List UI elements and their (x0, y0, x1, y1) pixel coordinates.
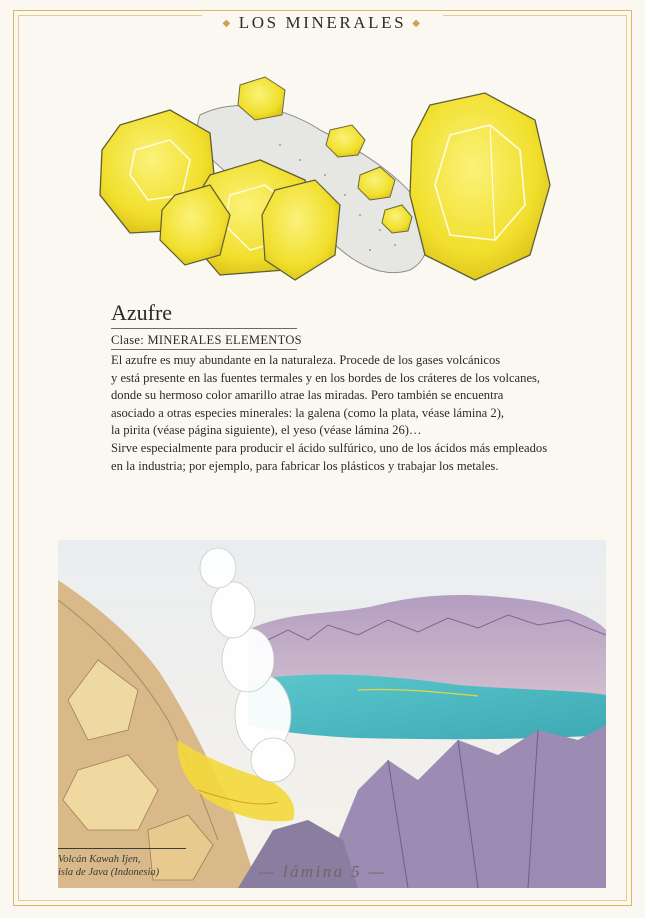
sulfur-crystals-illustration (90, 55, 560, 310)
page-header (0, 8, 645, 38)
page-title: LOS MINERALES (238, 13, 407, 32)
caption-line: isla de Java (Indonesia) (58, 867, 160, 878)
diamond-ornament-icon: ◆ (412, 17, 423, 29)
title-divider (111, 328, 297, 329)
plate-number: — lámina 5 — (258, 862, 387, 881)
description-line: y está presente en las fuentes termales y en los bordes de los cráteres de los volcanes, (111, 370, 541, 385)
description-line: Sirve especialmente para producir el ácido sulfúrico, uno de los ácidos más empleados (111, 440, 548, 455)
mineral-class: Clase: MINERALES ELEMENTOS (111, 333, 302, 347)
volcano-crater-illustration (58, 540, 606, 888)
description-line: en la industria; por ejemplo, para fabricar los plásticos y trabajar los metales. (111, 458, 499, 473)
class-divider (111, 349, 297, 350)
header-title-wrap (202, 13, 442, 33)
caption-divider (58, 848, 186, 849)
description-line: la pirita (véase página siguiente), el yeso (véase lámina 26)… (111, 423, 422, 438)
mineral-description (111, 352, 551, 475)
diamond-ornament-icon: ◆ (222, 17, 233, 29)
description-line: donde su hermoso color amarillo atrae las miradas. Pero también se encuentra (111, 388, 504, 403)
caption-line: Volcán Kawah Ijen, (58, 854, 141, 865)
description-line: asociado a otras especies minerales: la galena (como la plata, véase lámina 2), (111, 405, 505, 420)
mineral-name: Azufre (111, 300, 173, 325)
description-line: El azufre es muy abundante en la naturaleza. Procede de los gases volcánicos (111, 353, 501, 367)
